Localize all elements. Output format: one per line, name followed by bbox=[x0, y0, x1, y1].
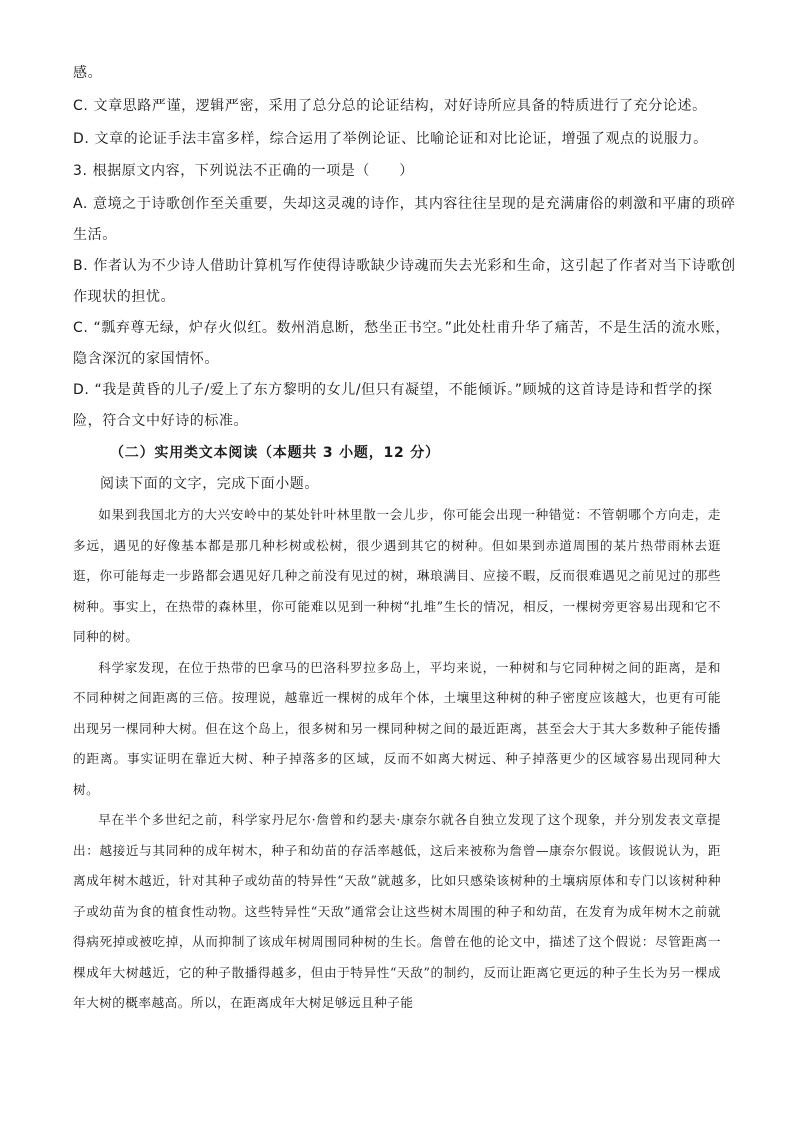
option-c-quote-line-cont: 隐含深沉的家国情怀。 bbox=[73, 351, 219, 367]
passage-paragraph: 科学家发现，在位于热带的巴拿马的巴洛科罗拉多岛上，平均来说，一种树和与它同种树之间的距离，是和不同种树之间距离的三倍。按理说，越靠近一棵树的成年个体，土壤里这种树的种子密度应该越大，也更有可能出现另一棵同种大树。但在这个岛上，很多树和另一棵同种树之间的最近距离，甚至会大于其大多数种子能传播的距离。事实证明在靠近大树、种子掉落多的区域，反而不如离大树远、种子掉落更少的区域容易出现同种大树。 bbox=[73, 659, 721, 797]
option-a-line-cont: 生活。 bbox=[73, 227, 117, 243]
section-title: （二）实用类文本阅读（本题共 3 小题，12 分） bbox=[110, 445, 440, 461]
option-c-quote-line: C. “瓢弃尊无绿，炉存火似红。数州消息断，愁坐正书空。”此处杜甫升华了痛苦，不是生活的流水账， bbox=[73, 320, 730, 336]
option-b-line: B. 作者认为不少诗人借助计算机写作使得诗歌缺少诗魂而失去光彩和生命，这引起了作者对当下诗歌创 bbox=[73, 258, 736, 274]
option-d-quote-line: D. “我是黄昏的儿子/爱上了东方黎明的女儿/但只有凝望，不能倾诉。”顾城的这首诗是诗和哲学的探 bbox=[73, 382, 713, 398]
reading-passage bbox=[73, 500, 721, 1019]
passage-paragraph: 早在半个多世纪之前，科学家丹尼尔·詹曾和约瑟夫·康奈尔就各自独立发现了这个现象，并分别发表文章提出：越接近与其同种的成年树木，种子和幼苗的存活率越低，这后来被称为詹曾—康奈尔假说。该假说认为，距离成年树木越近，针对其种子或幼苗的特异性“天敌”就越多，比如只感染该树种的土壤病原体和专门以该树种种子或幼苗为食的植食性动物。这些特异性“天敌”通常会让这些树木周围的种子和幼苗，在发育为成年树木之前就得病死掉或被吃掉，从而抑制了该成年树周围同种树的生长。詹曾在他的论文中，描述了这个假说：尽管距离一棵成年大树越近，它的种子散播得越多，但由于特异性“天敌”的制约，反而让距离它更远的种子生长为另一棵成年大树的概率越高。所以，在距离成年大树足够远且种子能 bbox=[73, 812, 721, 1010]
option-d-line: D. 文章的论证手法丰富多样，综合运用了举例论证、比喻论证和对比论证，增强了观点的说服力。 bbox=[73, 131, 708, 147]
option-c-line: C. 文章思路严谨，逻辑严密，采用了总分总的论证结构，对好诗所应具备的特质进行了充分论述。 bbox=[73, 98, 707, 114]
passage-paragraph: 如果到我国北方的大兴安岭中的某处针叶林里散一会儿步，你可能会出现一种错觉：不管朝哪个方向走，走多远，遇见的好像基本都是那几种杉树或松树，很少遇到其它的树种。但如果到赤道周围的某片热带雨林去逛逛，你可能每走一步路都会遇见好几种之前没有见过的树，琳琅满目、应接不暇，反而很难遇见之前见过的那些树种。事实上，在热带的森林里，你可能难以见到一种树“扎堆”生长的情况，相反，一棵树旁更容易出现和它不同种的树。 bbox=[73, 507, 721, 644]
option-d-quote-line-cont: 险，符合文中好诗的标准。 bbox=[73, 413, 249, 429]
option-a-line: A. 意境之于诗歌创作至关重要，失却这灵魂的诗作，其内容往往呈现的是充满庸俗的刺激和平庸的琐碎 bbox=[73, 196, 736, 212]
text-line: 感。 bbox=[73, 65, 103, 81]
question-3-stem: 3. 根据原文内容，下列说法不正确的一项是（ ） bbox=[73, 163, 414, 179]
instruction-text: 阅读下面的文字，完成下面小题。 bbox=[100, 476, 319, 492]
option-b-line-cont: 作现状的担忧。 bbox=[73, 289, 176, 305]
